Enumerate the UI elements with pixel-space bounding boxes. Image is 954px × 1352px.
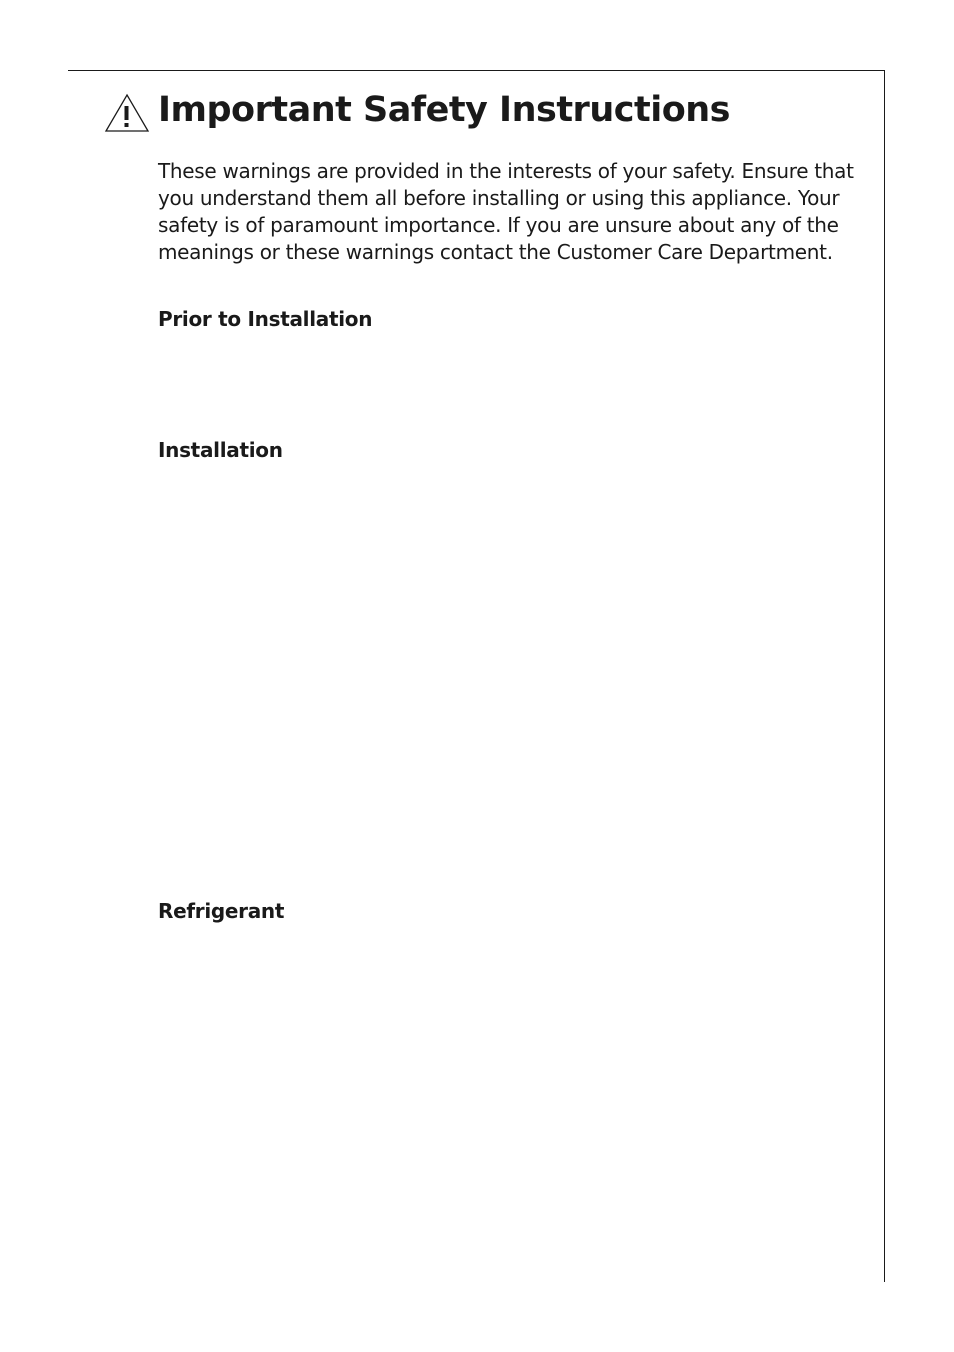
section-heading-prior-to-installation: Prior to Installation [158, 307, 373, 331]
top-rule [68, 70, 885, 71]
intro-paragraph: These warnings are provided in the interests of your safety. Ensure that you understand them all before installing or using this appliance. Your safety is of paramount importance. If you are unsure about any of the meanings or these warnings contact the Customer Care Department. [158, 159, 854, 264]
warning-triangle-icon [103, 92, 151, 134]
section-heading-installation: Installation [158, 438, 283, 462]
right-margin-rule [884, 70, 885, 1282]
section-heading-refrigerant: Refrigerant [158, 899, 285, 923]
page-title: Important Safety Instructions [158, 90, 731, 130]
